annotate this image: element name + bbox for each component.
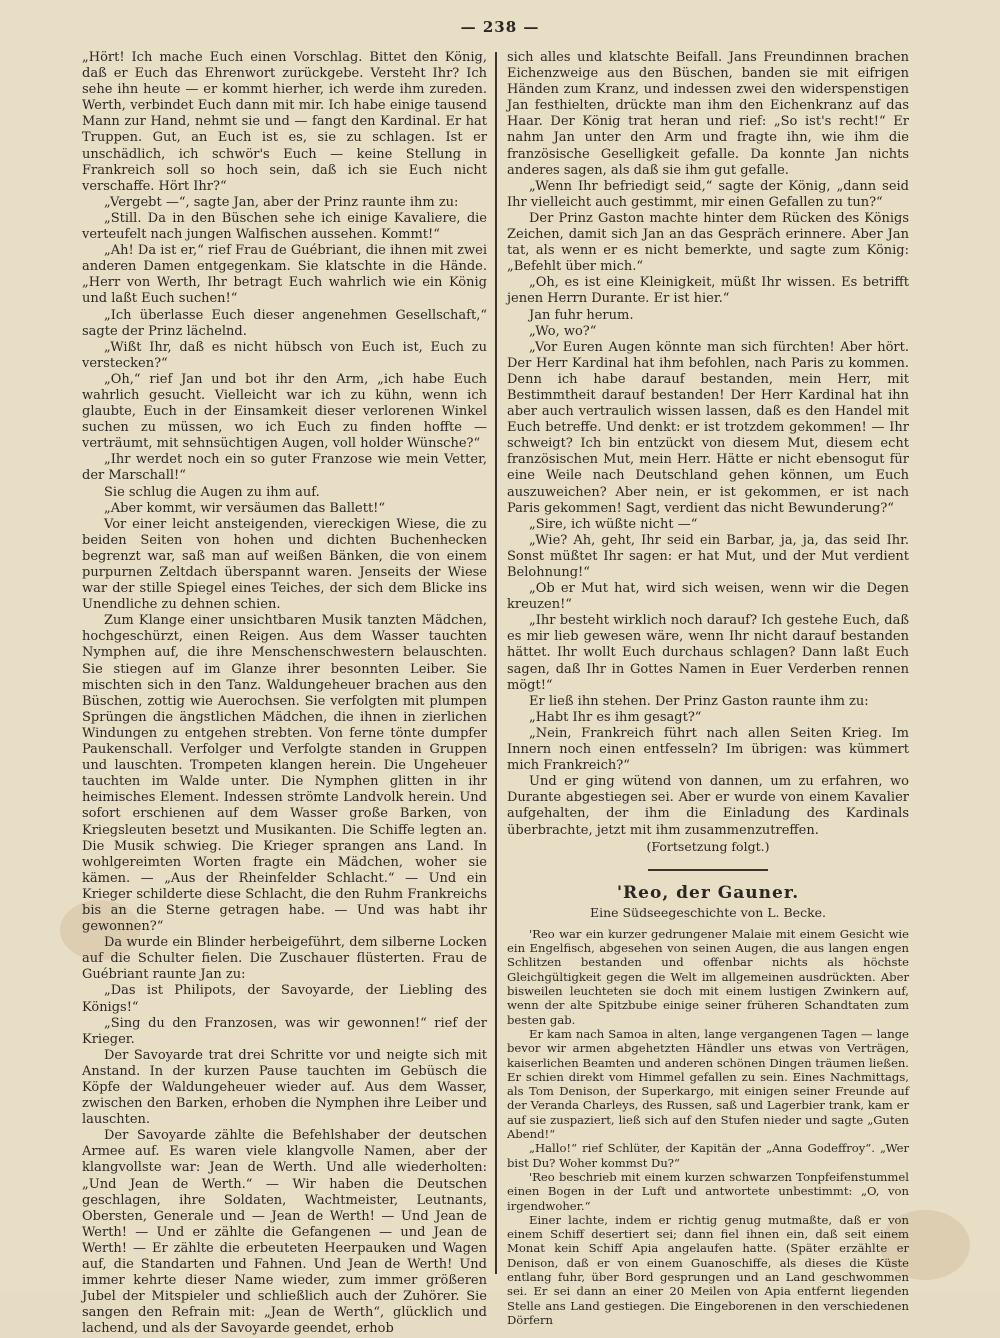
paragraph: „Wenn Ihr befriedigt seid,“ sagte der König, „dann seid Ihr vielleicht auch gestimmt, mir einen Gefallen zu tun?“: [507, 178, 909, 210]
paragraph: „Wie? Ah, geht, Ihr seid ein Barbar, ja, ja, das seid Ihr. Sonst müßtet Ihr sagen: er hat Mut, und der Mut verdient Belohnung!“: [507, 532, 909, 580]
paragraph: Der Savoyarde trat drei Schritte vor und neigte sich mit Anstand. In der kurzen Pause tauchten im Gebüsch die Köpfe der Waldungeheuer wieder auf. Aus dem Wasser, zwischen den Barken, erhoben die Nymphen ihre Leiber und lauschten.: [82, 1047, 487, 1128]
paragraph: „Ihr werdet noch ein so guter Franzose wie mein Vetter, der Marschall!“: [82, 452, 487, 484]
paragraph: „Habt Ihr es ihm gesagt?“: [529, 709, 702, 725]
story-byline: Eine Südseegeschichte von L. Becke.: [589, 904, 827, 920]
paragraph: Er ließ ihn stehen. Der Prinz Gaston raunte ihm zu:: [529, 693, 869, 709]
paragraph: „Ob er Mut hat, wird sich weisen, wenn wir die Degen kreuzen!“: [507, 581, 909, 613]
story-title: 'Reo, der Gauner.: [616, 882, 800, 903]
left-column: [82, 50, 487, 1338]
paragraph: Vor einer leicht ansteigenden, viereckigen Wiese, die zu beiden Seiten von hohen und dichten Buchenhecken begrenzt war, saß man auf weißen Bänken, die von einem purpurnen Zeltdach überspannt waren. Jenseits der Wiese war der stille Spiegel eines Teiches, der sich dem Blicke ins Unendliche zu dehnen schien.: [82, 516, 487, 613]
story-separator: [648, 869, 768, 871]
paragraph: „Vergebt —“, sagte Jan, aber der Prinz raunte ihm zu:: [104, 194, 459, 210]
paragraph: „Still. Da in den Büschen sehe ich einige Kavaliere, die verteufelt nach jungen Walfischen aussehen. Kommt!“: [82, 210, 487, 243]
paragraph: sich alles und klatschte Beifall. Jans Freundinnen brachen Eichenzweige aus den Büschen, banden sie mit eifrigen Händen zum Kranz, und indessen zwei den widerspenstigen Jan festhielten, drückte man ihm den Eichenkranz auf das Haar. Der König trat heran und rief: „So ist's recht!“ Er nahm Jan unter den Arm und fragte ihn, wie ihm die französische Geselligkeit gefalle. Da konnte Jan nichts anderes sagen, als daß sie ihm gut gefalle.: [507, 50, 909, 178]
paragraph: „Hallo!“ rief Schlüter, der Kapitän der „Anna Godeffroy“. „Wer bist Du? Woher kommst Du?“: [507, 1141, 909, 1170]
paragraph: „Ah! Da ist er,“ rief Frau de Guébriant, die ihnen mit zwei anderen Damen entgegenkam. Sie klatschte in die Hände. „Herr von Werth, Ihr betragt Euch wahrlich wie ein König und laßt Euch suchen!“: [82, 243, 487, 307]
paragraph: „Oh,“ rief Jan und bot ihr den Arm, „ich habe Euch wahrlich gesucht. Vielleicht war ich zu kühn, wenn ich glaubte, Euch in der Einsamkeit dieser verlorenen Winkel suchen zu müssen, wo ich Euch zu finden hoffte — verträumt, mit sehnsüchtigen Augen, voll holder Wünsche?“: [82, 371, 487, 452]
paragraph: Da wurde ein Blinder herbeigeführt, dem silberne Locken auf die Schulter fielen. Die Zuschauer flüsterten. Frau de Guébriant raunte Jan zu:: [82, 935, 487, 983]
paragraph: Der Prinz Gaston machte hinter dem Rücken des Königs Zeichen, damit sich Jan an das Gespräch erinnere. Aber Jan tat, als wenn er es nicht bemerkte, und sagte zum König: „Befehlt über mich.“: [507, 210, 909, 275]
paragraph: Der Savoyarde zählte die Befehlshaber der deutschen Armee auf. Es waren viele klangvolle Namen, aber der klangvollste war: Jean de Werth. Und alle wiederholten: „Und Jean de Werth.“ — Wir haben die Deutschen geschlagen, ihre Soldaten, Wachtmeister, Leutnants, Obersten, Generale und — Jean de Werth! — Und Jean de Werth! — Und er zählte die Gefangenen — und Jean de Werth! — Er zählte die erbeuteten Heerpauken und Wagen auf, die Standarten und Fahnen. Und Jean de Werth! Und immer kehrte dieser Name wieder, zum immer größeren Jubel der Mitspieler und schließlich auch der Zuhörer. Sie sangen den Refrain mit: „Jean de Werth“, glücklich und lachend, und als der Savoyarde geendet, erhob: [82, 1128, 487, 1337]
page-number: — 238 —: [460, 18, 540, 36]
paragraph: „Hört! Ich mache Euch einen Vorschlag. Bittet den König, daß er Euch das Ehrenwort zurückgebe. Versteht Ihr? Ich sehe ihn heute — er kommt hierher, ich werde ihm zureden. Werth, verbindet Euch dann mit mir. Ich habe einige tausend Mann zur Hand, nehmt sie und — fangt den Kardinal. Er hat Truppen. Gut, an Euch ist es, sie zu schlagen. Ist er unschädlich, ich schwör's Euch — keine Stellung in Frankreich soll so hoch sein, daß ich sie Euch nicht verschaffe. Hört Ihr?“: [82, 50, 487, 194]
paragraph: Jan fuhr herum.: [529, 307, 634, 323]
paragraph: „Oh, es ist eine Kleinigkeit, müßt Ihr wissen. Es betrifft jenen Herrn Durante. Er ist hier.“: [507, 275, 909, 307]
paragraph: „Ihr besteht wirklich noch darauf? Ich gestehe Euch, daß es mir lieb gewesen wäre, wenn Ihr nicht darauf bestanden hättet. Ihr wollt Euch durchaus schlagen? Dann laßt Euch sagen, daß Ihr in Gottes Namen in Euer Verderben rennen mögt!“: [507, 613, 909, 693]
paragraph: „Ich überlasse Euch dieser angenehmen Gesellschaft,“ sagte der Prinz lächelnd.: [82, 307, 487, 339]
paragraph: Er kam nach Samoa in alten, lange vergangenen Tagen — lange bevor wir armen abgehetzten Händler uns etwas von Verträgen, kaiserlichen Beamten und anderen schönen Dingen träumen ließen. Er schien direkt vom Himmel gefallen zu sein. Eines Nachmittags, als Tom Denison, der Superkargo, mit einigen seiner Freunde auf der Veranda Charleys, des Russen, saß und Lagerbier trank, kam er auf sie zuspaziert, ließ sich auf den Stufen nieder und sagte „Guten Abend!“: [507, 1026, 909, 1142]
paragraph: „Wo, wo?“: [529, 323, 597, 339]
paragraph: Einer lachte, indem er richtig genug mutmaßte, daß er von einem Schiff desertiert sei; dann fiel ihnen ein, daß seit einem Monat kein Schiff Apia angelaufen hatte. (Später erzählte er Denison, daß er von einem Guanoschiffe, als dieses die Küste entlang fuhr, über Bord gesprungen und an Land geschwommen sei. Er sei dann an einer 20 Meilen von Apia entfernt liegenden Stelle ans Land gestiegen. Die Eingeborenen in den verschiedenen Dörfern: [507, 1212, 909, 1327]
paragraph: „Das ist Philipots, der Savoyarde, der Liebling des Königs!“: [82, 983, 487, 1015]
paragraph: „Sing du den Franzosen, was wir gewonnen!“ rief der Krieger.: [82, 1015, 487, 1047]
paragraph: „Sire, ich wüßte nicht —“: [529, 516, 698, 532]
paragraph: „Wißt Ihr, daß es nicht hübsch von Euch ist, Euch zu verstecken?“: [82, 339, 487, 371]
column-divider: [495, 52, 497, 1274]
story-body: [507, 927, 909, 1327]
continued-note: (Fortsetzung folgt.): [646, 838, 770, 854]
paragraph: 'Reo war ein kurzer gedrungener Malaie mit einem Gesicht wie ein Engelfisch, abgesehen von seinen Augen, die aus langen engen Schlitzen bestanden und offenbar nichts als höchste Gleichgültigkeit gegen die Welt im allgemeinen ausdrückten. Aber bisweilen leuchteten sie doch mit einem lustigen Zwinkern auf, wenn der alte Spitzbube einige seiner früheren Schandtaten zum besten gab.: [507, 926, 909, 1027]
paragraph: „Vor Euren Augen könnte man sich fürchten! Aber hört. Der Herr Kardinal hat ihm befohlen, nach Paris zu kommen. Denn ich habe darauf bestanden, mein Herr, mit Bestimmtheit darauf bestanden! Der Herr Kardinal hat ihn aber auch vertraulich wissen lassen, daß es den Handel mit Euch betreffe. Und denkt: er ist trotzdem gekommen! — Ihr schweigt? Ich bin entzückt von diesem Mut, diesem echt französischen Mut, mein Herr. Hätte er nicht ebensogut für eine Weile nach Deutschland gehen können, um Euch auszuweichen? Aber nein, er ist gekommen, er ist nach Paris gekommen! Sagt, verdient das nicht Bewunderung?“: [507, 339, 909, 516]
paragraph: „Aber kommt, wir versäumen das Ballett!“: [104, 500, 386, 516]
paragraph: 'Reo beschrieb mit einem kurzen schwarzen Tonpfeifenstummel einen Bogen in der Luft und antwortete unbestimmt: „O, von irgendwoher.“: [507, 1169, 909, 1213]
paragraph: Zum Klange einer unsichtbaren Musik tanzten Mädchen, hochgeschürzt, einen Reigen. Aus dem Wasser tauchten Nymphen auf, die ihre Menschenschwestern belauschten. Sie stiegen auf im Glanze ihrer besonnten Leiber. Sie mischten sich in den Tanz. Waldungeheuer brachen aus den Büschen, zottig wie Auerochsen. Sie verfolgten mit plumpen Sprüngen die ängstlichen Mädchen, die ihnen in zierlichen Windungen zu entgehen strebten. Von ferne tönte dumpfer Paukenschall. Verfolger und Verfolgte standen in Gruppen und lauschten. Trompeten klangen herein. Die Ungeheuer tauchten im Walde unter. Die Nymphen glitten in ihr heimisches Element. Indessen strömte Landvolk herein. Und sofort erschienen auf dem Wasser große Barken, von Kriegsleuten besetzt und Musikanten. Die Schiffe legten an. Die Musik schwieg. Die Krieger sprangen ans Land. In wohlgereimten Worten fragte ein Mädchen, woher sie kämen. — „Aus der Rheinfelder Schlacht.“ — Und ein Krieger schilderte diese Schlacht, die den Ruhm Frankreichs bis an die Sterne getragen habe. — Und was habt ihr gewonnen?“: [82, 613, 487, 935]
right-column: [507, 50, 909, 1327]
paragraph: Sie schlug die Augen zu ihm auf.: [104, 484, 320, 500]
paragraph: Und er ging wütend von dannen, um zu erfahren, wo Durante abgestiegen sei. Aber er wurde von einem Kavalier aufgehalten, der ihm die Einladung des Kardinals überbrachte, jetzt mit ihm zusammenzutreffen.: [507, 774, 909, 838]
paragraph: „Nein, Frankreich führt nach allen Seiten Krieg. Im Innern noch einen entfesseln? Im übrigen: was kümmert mich Frankreich?“: [507, 725, 909, 774]
